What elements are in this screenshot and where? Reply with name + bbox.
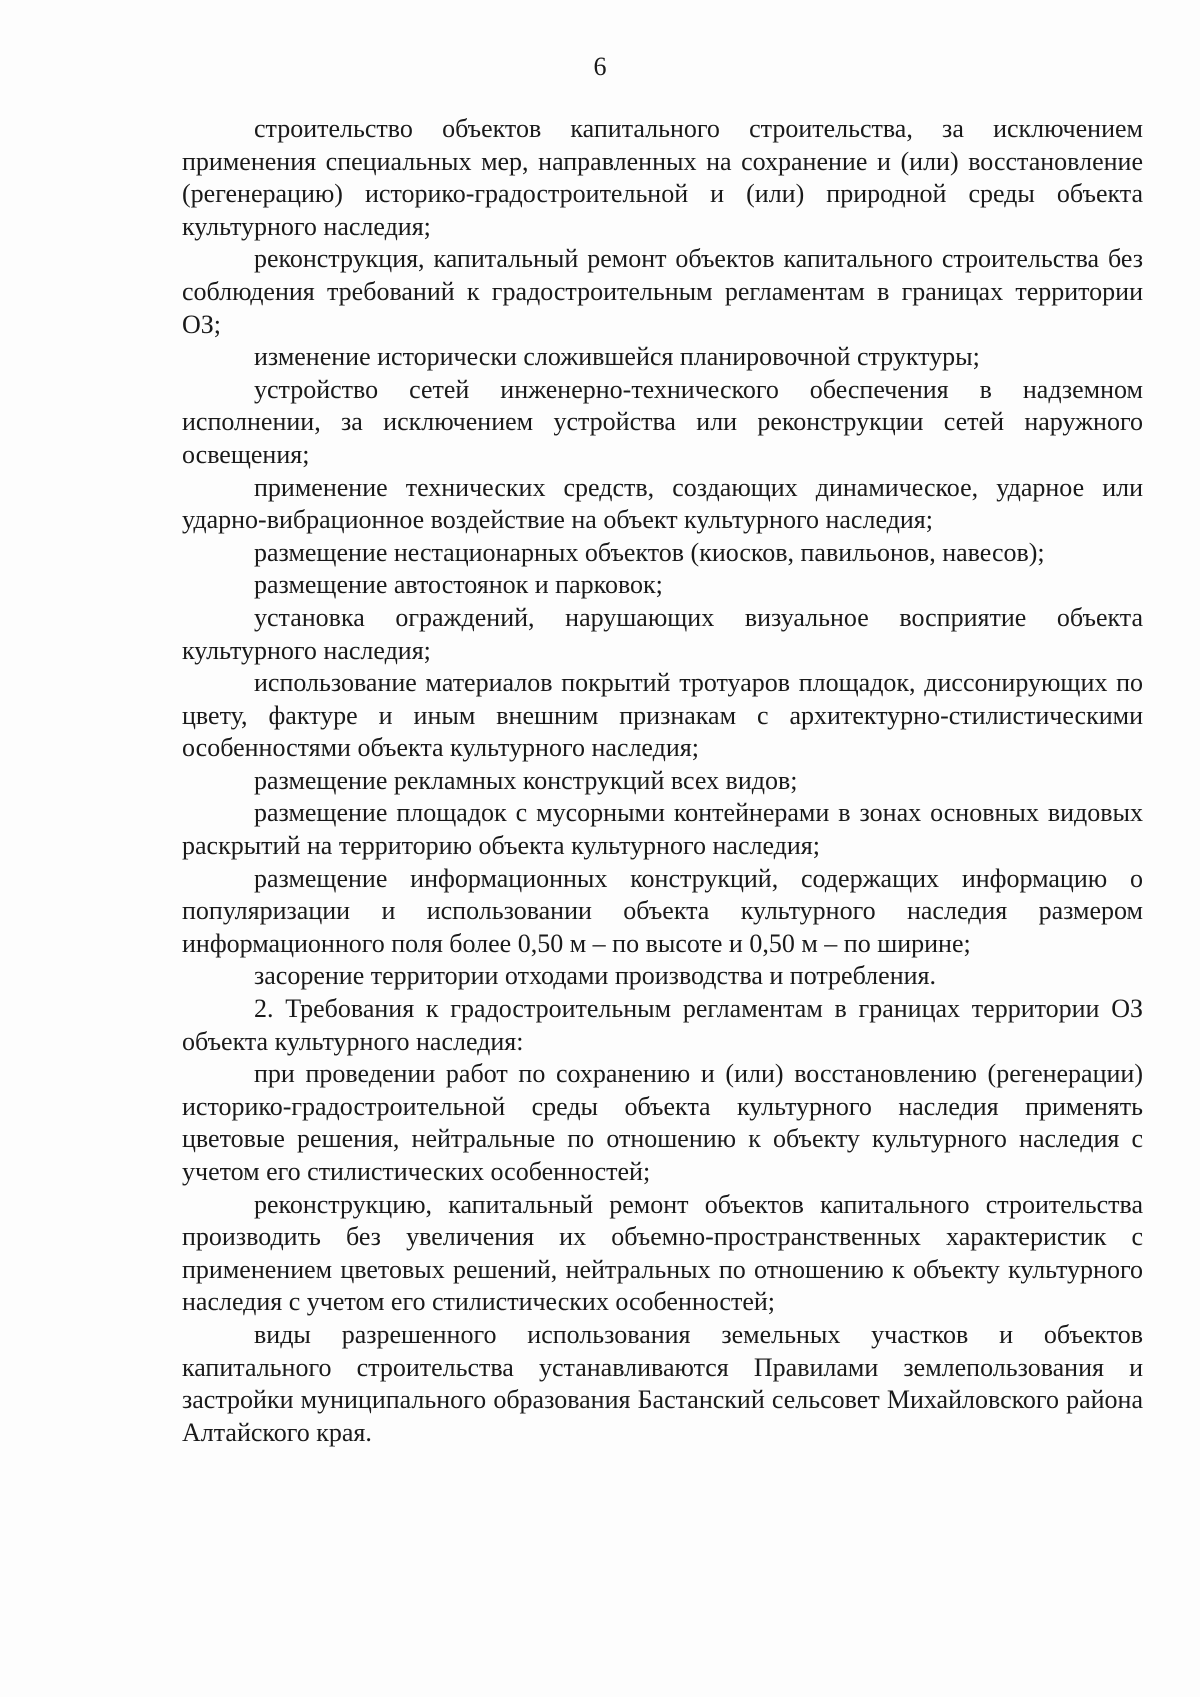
paragraph: строительство объектов капитального строительства, за исключением применения специальных мер, направленных на сохранение и (или) восстановление (регенерацию) историко-градостроительной и (или) природной среды объекта культурного наследия; <box>182 114 1143 241</box>
paragraph: установка ограждений, нарушающих визуальное восприятие объекта культурного наследия; <box>182 602 1143 665</box>
paragraph: виды разрешенного использования земельных участков и объектов капитального строительства устанавливаются Правилами землепользования и застройки муниципального образования Бастанский сельсовет Михайловского района Алтайского края. <box>182 1319 1143 1447</box>
paragraph: использование материалов покрытий тротуаров площадок, диссонирующих по цвету, фактуре и иным внешним признакам с архитектурно-стилистическими особенностями объекта культурного наследия; <box>182 668 1143 763</box>
paragraph: реконструкцию, капитальный ремонт объектов капитального строительства производить без увеличения их объемно-пространственных характеристик с применением цветовых решений, нейтральных по отношению к объекту культурного наследия с учетом его стилистических особенностей; <box>182 1189 1143 1317</box>
paragraph: изменение исторически сложившейся планировочной структуры; <box>254 342 980 372</box>
document-body <box>182 113 1143 1449</box>
paragraph: устройство сетей инженерно-технического обеспечения в надземном исполнении, за исключением устройства или реконструкции сетей наружного освещения; <box>182 374 1143 469</box>
page-number: 6 <box>593 52 607 81</box>
paragraph: размещение информационных конструкций, содержащих информацию о популяризации и использовании объекта культурного наследия размером информационного поля более 0,50 м – по высоте и 0,50 м – по ширине; <box>182 863 1143 958</box>
section-heading-paragraph: 2. Требования к градостроительным регламентам в границах территории ОЗ объекта культурного наследия: <box>182 994 1143 1056</box>
paragraph: размещение площадок с мусорными контейнерами в зонах основных видовых раскрытий на территорию объекта культурного наследия; <box>182 798 1143 861</box>
paragraph: размещение нестационарных объектов (киосков, павильонов, навесов); <box>254 537 1045 567</box>
paragraph: размещение рекламных конструкций всех видов; <box>254 765 798 795</box>
paragraph: засорение территории отходами производства и потребления. <box>254 961 936 991</box>
paragraph: размещение автостоянок и парковок; <box>254 570 663 600</box>
paragraph: реконструкция, капитальный ремонт объектов капитального строительства без соблюдения требований к градостроительным регламентам в границах территории ОЗ; <box>182 244 1143 339</box>
paragraph: при проведении работ по сохранению и (или) восстановлению (регенерации) историко-градостроительной среды объекта культурного наследия применять цветовые решения, нейтральные по отношению к объекту культурного наследия с учетом его стилистических особенностей; <box>182 1059 1143 1186</box>
paragraph: применение технических средств, создающих динамическое, ударное или ударно-вибрационное воздействие на объект культурного наследия; <box>182 472 1143 535</box>
